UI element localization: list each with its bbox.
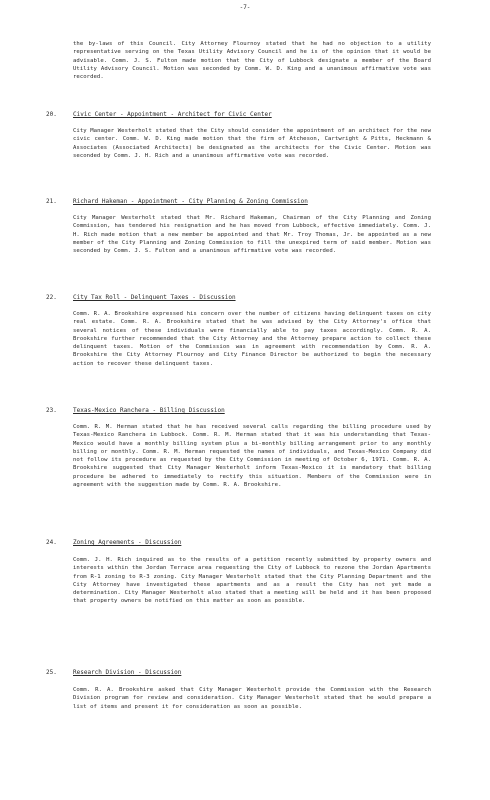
- item-22-heading: [46, 293, 446, 302]
- item-title: Zoning Agreements - Discussion: [73, 539, 182, 546]
- item-title: Research Division - Discussion: [73, 669, 182, 676]
- item-body: City Manager Westerholt stated that the City should consider the appointment of an architect for the new civic center. Comm. W. D. King made motion that the firm of Atcheson, Cartwright & Pitts, Heckmann & Associates (Associated Architects) be designated as the architects for the Civic Center. Motion was seconded by Comm. J. H. Rich and a unanimous affirmative vote was recorded.: [73, 128, 435, 159]
- item-25-heading: [46, 668, 446, 677]
- item-number: 22.: [46, 294, 57, 301]
- item-body: Comm. J. H. Rich inquired as to the results of a petition recently submitted by property owners and interests within the Jordan Terrace area requesting the City of Lubbock to rezone the Jordan Apartments from R-1 zoning to R-3 zoning. City Manager Westerholt stated that the City Planning Department and the City Attorney have investigated these apartments and as a result the City has not yet made a determination. City Manager Westerholt also stated that a meeting will be held and it has been proposed that property owners be notified on this matter as soon as possible.: [73, 557, 435, 605]
- item-number: 20.: [46, 111, 57, 118]
- item-21-body: [73, 214, 435, 255]
- item-number: 25.: [46, 669, 57, 676]
- item-title: Texas-Mexico Ranchera - Billing Discussion: [73, 407, 225, 414]
- item-20-heading: [46, 110, 446, 119]
- item-23-body: [73, 423, 435, 489]
- item-body: Comm. R. M. Herman stated that he has received several calls regarding the billing procedure used by Texas-Mexico Ranchera in Lubbock. Comm. R. M. Herman stated that it was his understanding that Texas-Mexico would have a monthly billing system plus a bi-monthly billing arrangement prior to any monthly billing or monthly. Comm. R. M. Herman requested the names of individuals, and Texas-Mexico Company did not follow its procedure as requested by the City Commission in meeting of October 6, 1971. Comm. R. A. Brookshire suggested that City Manager Westerholt inform Texas-Mexico it is mandatory that billing procedure be adhered to immediately to rectify this situation. Members of the Commission were in agreement with the suggestion made by Comm. R. A. Brookshire.: [73, 424, 435, 489]
- item-22-body: [73, 310, 435, 368]
- item-20-body: [73, 127, 435, 160]
- item-body: Comm. R. A. Brookshire asked that City Manager Westerholt provide the Commission with the Research Division program for review and consideration. City Manager Westerholt stated that he would prepare a list of items and present it for consideration as soon as possible.: [73, 687, 435, 710]
- item-title: Civic Center - Appointment - Architect for Civic Center: [73, 111, 272, 118]
- item-number: 21.: [46, 198, 57, 205]
- item-body: City Manager Westerholt stated that Mr. Richard Hakeman, Chairman of the City Planning and Zoning Commission, has tendered his resignation and he has moved from Lubbock, effective immediately. Comm. J. H. Rich made motion that a new member be appointed and that Mr. Troy Thomas, Jr. be appointed as a new member of the City Planning and Zoning Commission to fill the unexpired term of said member. Motion was seconded by Comm. J. S. Fulton and a unanimous affirmative vote was recorded.: [73, 215, 435, 255]
- item-23-heading: [46, 406, 446, 415]
- item-24-heading: [46, 538, 446, 547]
- page-number: -7-: [239, 4, 251, 11]
- item-number: 23.: [46, 407, 57, 414]
- intro-paragraph: [73, 40, 435, 81]
- item-25-body: [73, 686, 435, 711]
- item-title: Richard Hakeman - Appointment - City Planning & Zoning Commission: [73, 198, 308, 205]
- item-body: Comm. R. A. Brookshire expressed his concern over the number of citizens having delinquent taxes on city real estate. Comm. R. A. Brookshire stated that he was advised by the City Attorney's office that several notices of these individuals were financially able to pay taxes accordingly. Comm. R. A. Brookshire further recommended that the City Attorney and the Attorney prepare action to collect these delinquent taxes. Motion of the Commission was in agreement with recommendation by Comm. R. A. Brookshire the City Attorney Flournoy and City Finance Director be authorized to begin the necessary action to recover these delinquent taxes.: [73, 311, 435, 367]
- intro-text: the by-laws of this Council. City Attorney Flournoy stated that he had no objection to a utility representative serving on the Texas Utility Advisory Council and he is of the opinion that it would be advisable. Comm. J. S. Fulton made motion that the City of Lubbock designate a member of the Board Utility Advisory Council. Motion was seconded by Comm. W. D. King and a unanimous affirmative vote was recorded.: [73, 41, 435, 81]
- item-number: 24.: [46, 539, 57, 546]
- item-title: City Tax Roll - Delinquent Taxes - Discussion: [73, 294, 236, 301]
- item-21-heading: [46, 197, 446, 206]
- item-24-body: [73, 556, 435, 606]
